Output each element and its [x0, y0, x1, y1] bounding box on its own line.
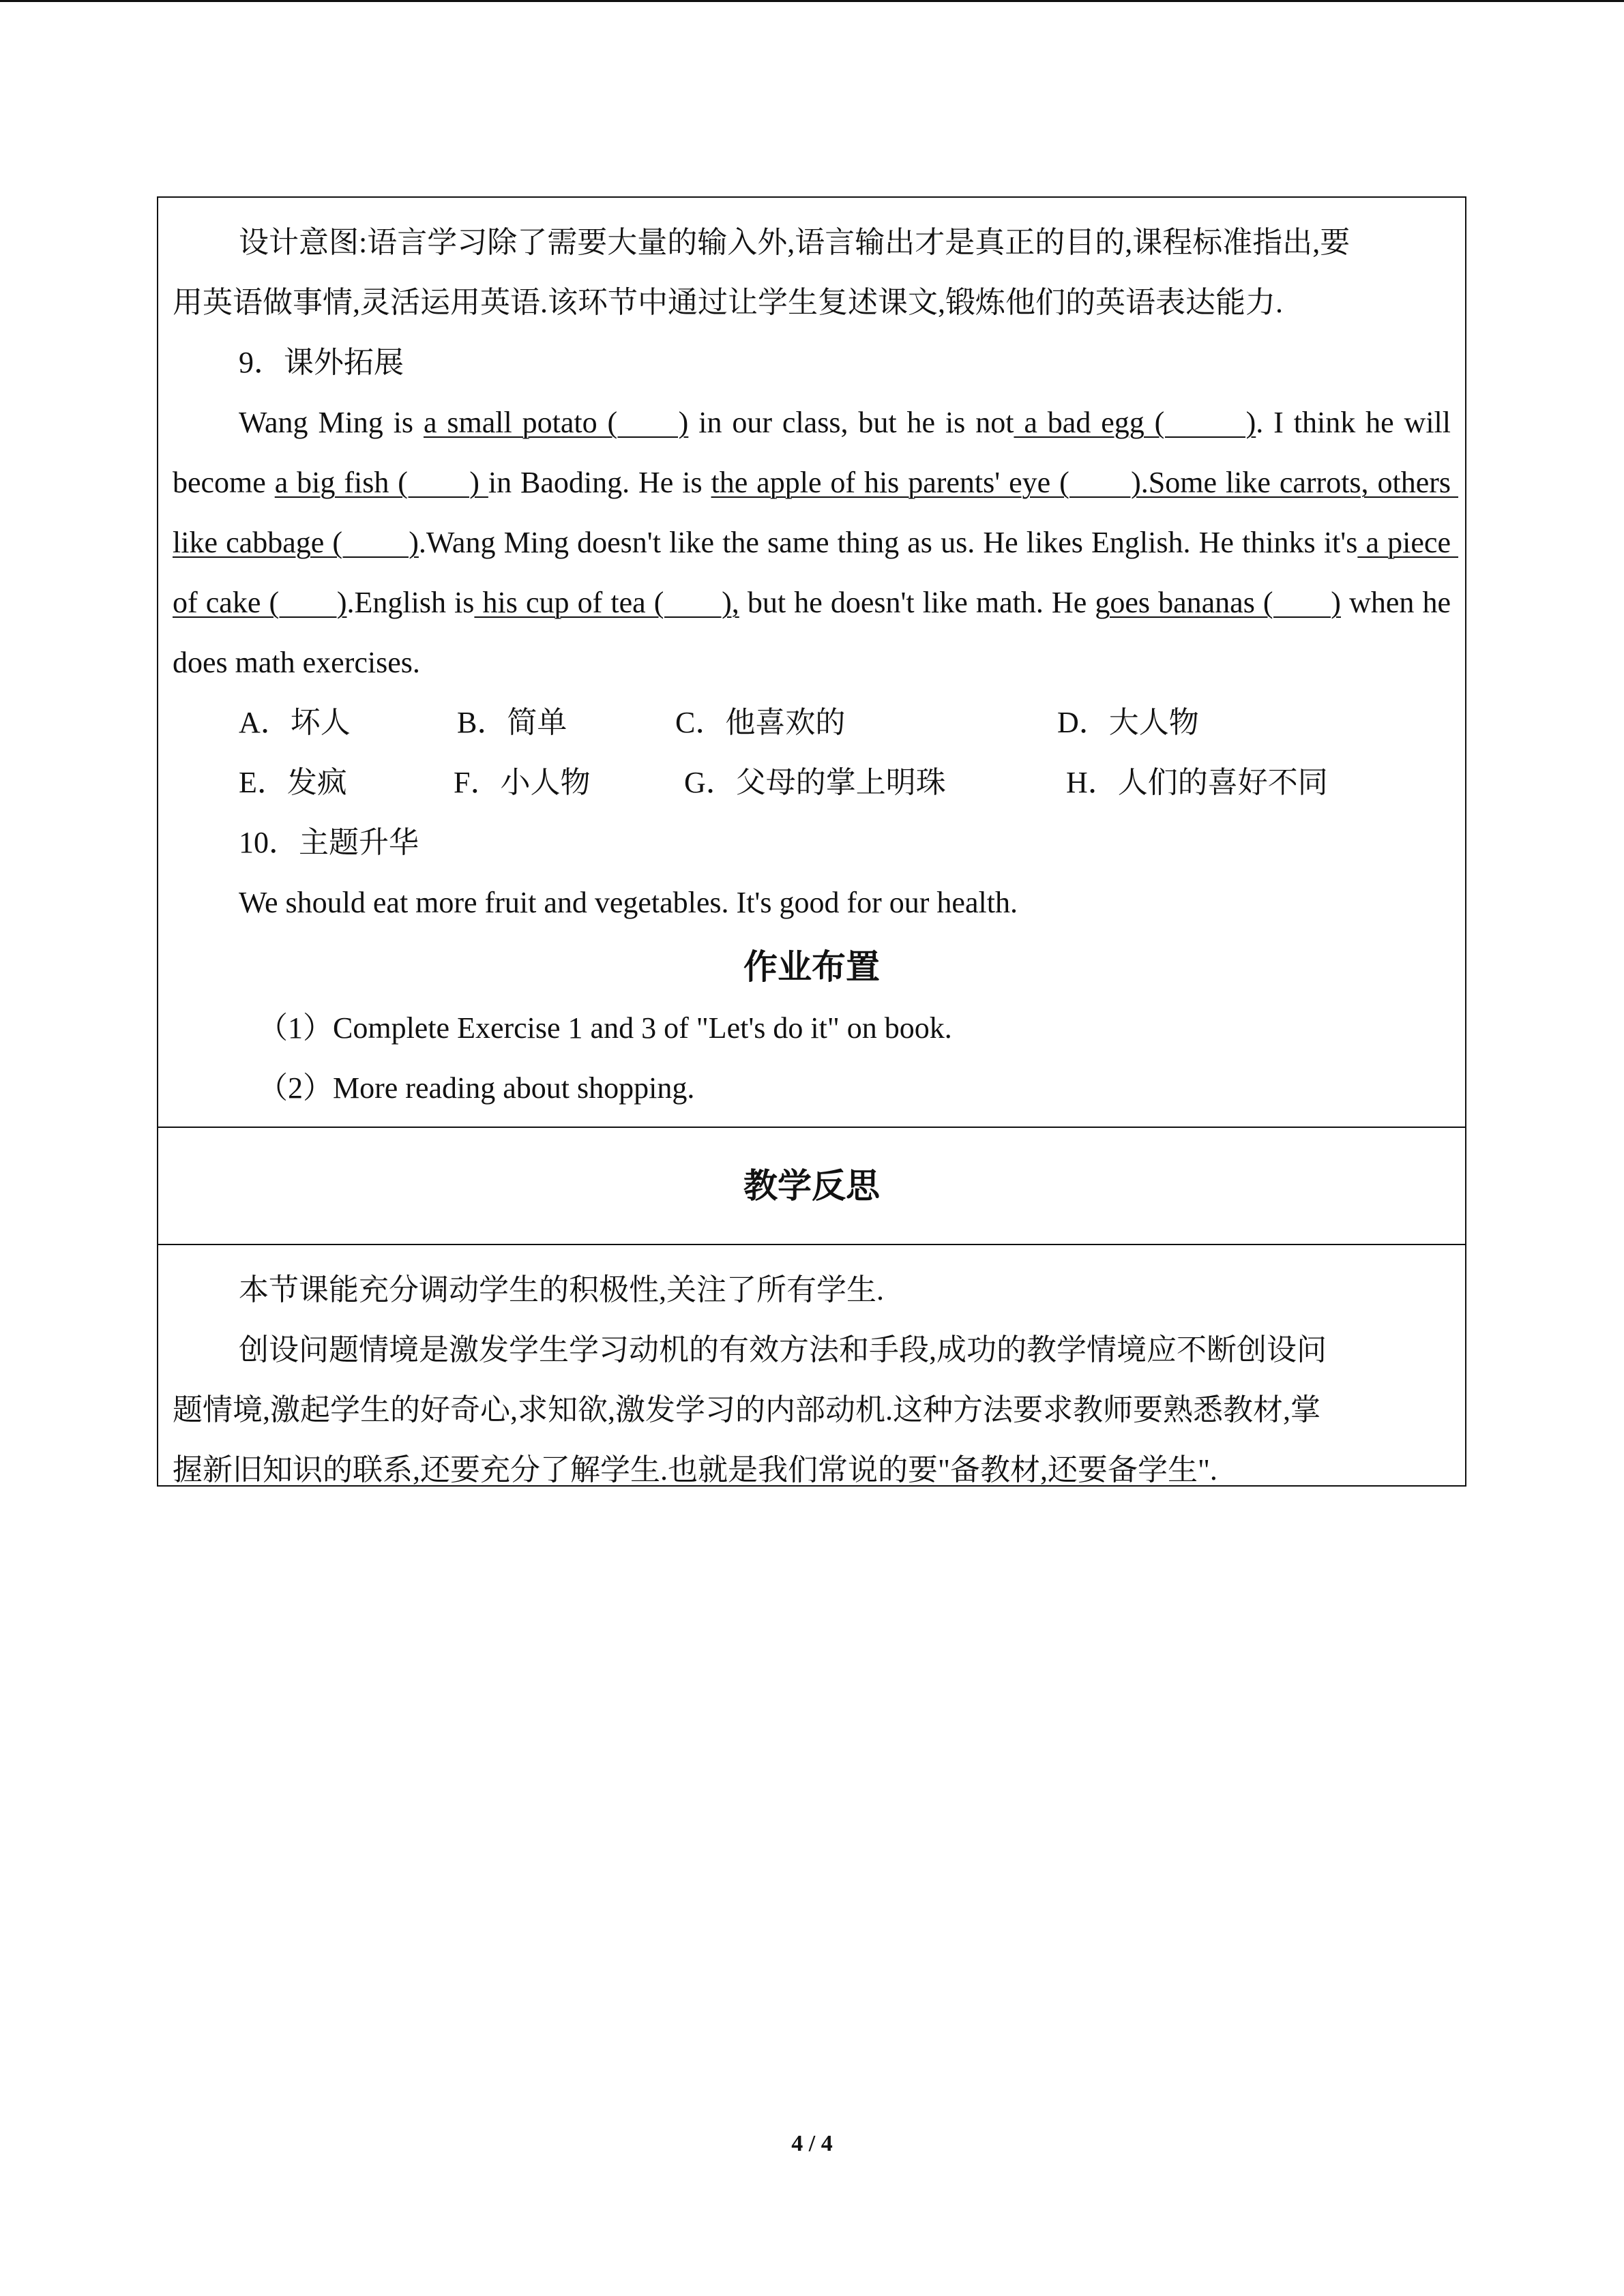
- idiom-piece-of-cake: a piece of cake ( ): [173, 526, 1458, 619]
- homework-heading: 作业布置: [743, 947, 880, 987]
- idiom-apple-of-eye: the apple of his parents' eye ( ).Some like carrots, others like cabbage ( ): [173, 466, 1458, 559]
- design-intent-line-2: 用英语做事情,灵活运用英语.该环节中通过让学生复述课文,锻炼他们的英语表达能力.: [173, 286, 1283, 319]
- idiom-goes-bananas: goes bananas ( ): [1095, 586, 1341, 619]
- option-b: B．简单: [457, 706, 567, 739]
- passage-text-3: . I think he will become: [173, 406, 1458, 499]
- reflection-para-2-line-1: 创设问题情境是激发学生学习动机的有效方法和手段,成功的教学情境应不断创设问: [239, 1333, 1327, 1367]
- option-e: E．发疯: [239, 766, 347, 799]
- top-border-line: [0, 0, 1624, 2]
- page-number: 4 / 4: [791, 2131, 833, 2156]
- reflection-para-1: 本节课能充分调动学生的积极性,关注了所有学生.: [239, 1273, 884, 1307]
- passage-text-2: in our class, but he is not: [688, 406, 1014, 439]
- passage-text-1: Wang Ming is: [239, 406, 424, 439]
- idiom-bad-egg: a bad egg ( ): [1014, 406, 1256, 439]
- option-c: C．他喜欢的: [675, 706, 846, 739]
- idiom-big-fish: a big fish ( ): [274, 466, 488, 499]
- option-g: G．父母的掌上明珠: [684, 766, 946, 799]
- options-row-2: [173, 753, 1451, 813]
- options-row-1: [173, 693, 1451, 753]
- reflection-heading-cell: [158, 1127, 1465, 1244]
- option-a: A．坏人: [239, 706, 351, 739]
- section-10-text: We should eat more fruit and vegetables. It's good for our health.: [239, 886, 1018, 919]
- passage-text-6: .English is: [346, 586, 475, 619]
- idiom-passage: [173, 393, 1459, 693]
- design-intent-line-1: 设计意图:语言学习除了需要大量的输入外,语言输出才是真正的目的,课程标准指出,要: [239, 226, 1350, 259]
- option-d: D．大人物: [1057, 706, 1199, 739]
- homework-item-1: （1）Complete Exercise 1 and 3 of "Let's do it" on book.: [258, 1011, 952, 1045]
- activity-cell: [158, 198, 1465, 1127]
- passage-text-4: in Baoding. He is: [488, 466, 711, 499]
- idiom-small-potato: a small potato ( ): [423, 406, 689, 439]
- section-10-title: 10．主题升华: [239, 826, 419, 859]
- reflection-body-cell: [158, 1244, 1465, 1485]
- idiom-cup-of-tea: his cup of tea ( ),: [474, 586, 739, 619]
- reflection-heading: 教学反思: [743, 1166, 880, 1206]
- lesson-plan-table: [157, 196, 1466, 1487]
- passage-text-5: .Wang Ming doesn't like the same thing as us. He likes English. He thinks it's: [418, 526, 1358, 559]
- option-f: F．小人物: [454, 766, 591, 799]
- homework-item-2: （2）More reading about shopping.: [258, 1071, 695, 1105]
- reflection-para-2-line-3: 握新旧知识的联系,还要充分了解学生.也就是我们常说的要"备教材,还要备学生".: [173, 1453, 1217, 1487]
- reflection-para-2-line-2: 题情境,激起学生的好奇心,求知欲,激发学习的内部动机.这种方法要求教师要熟悉教材,掌: [173, 1393, 1320, 1427]
- passage-text-7: but he doesn't like math. He: [739, 586, 1095, 619]
- section-9-title: 9．课外拓展: [239, 346, 404, 379]
- option-h: H．人们的喜好不同: [1066, 766, 1328, 799]
- passage-text-8: when he does math exercises.: [173, 586, 1459, 679]
